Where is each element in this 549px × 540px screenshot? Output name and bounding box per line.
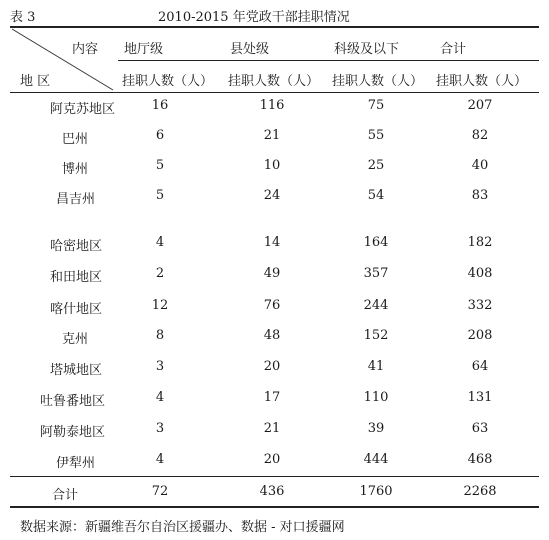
subcol-header-2: 挂职人数（人） (228, 74, 320, 89)
region-cell: 博州 (62, 162, 89, 177)
value-cell: 64 (471, 359, 489, 374)
value-cell: 164 (363, 235, 389, 250)
source-footnote: 数据来源：新疆维吾尔自治区援疆办、数据 - 对口援疆网 (20, 520, 345, 535)
total-label: 合计 (52, 488, 79, 503)
value-cell: 10 (263, 158, 281, 173)
value-cell: 48 (263, 328, 281, 343)
value-cell: 41 (367, 359, 385, 374)
table-row (10, 298, 539, 318)
region-cell: 阿克苏地区 (50, 102, 116, 117)
value-cell: 3 (155, 359, 165, 374)
region-cell: 哈密地区 (50, 239, 103, 254)
value-cell: 110 (363, 390, 389, 405)
value-cell: 116 (259, 98, 285, 113)
value-cell: 16 (151, 98, 169, 113)
table-row (10, 266, 539, 286)
value-cell: 152 (363, 328, 389, 343)
value-cell: 4 (155, 390, 165, 405)
value-cell: 408 (467, 266, 493, 281)
col-header-county: 县处级 (230, 42, 270, 57)
value-cell: 244 (363, 298, 389, 313)
value-cell: 21 (263, 128, 281, 143)
value-cell: 75 (367, 98, 385, 113)
total-value: 436 (259, 484, 285, 499)
subcol-header-3: 挂职人数（人） (332, 74, 424, 89)
value-cell: 4 (155, 452, 165, 467)
value-cell: 21 (263, 421, 281, 436)
value-cell: 39 (367, 421, 385, 436)
value-cell: 5 (155, 188, 165, 203)
col-header-section: 科级及以下 (334, 42, 400, 57)
header-bottom-rule (10, 92, 539, 93)
total-value: 72 (151, 484, 169, 499)
value-cell: 3 (155, 421, 165, 436)
table-row (10, 158, 539, 178)
region-cell: 塔城地区 (50, 363, 103, 378)
value-cell: 54 (367, 188, 385, 203)
value-cell: 207 (467, 98, 493, 113)
value-cell: 49 (263, 266, 281, 281)
total-value: 1760 (359, 484, 393, 499)
region-cell: 昌吉州 (56, 192, 96, 207)
corner-label-content: 内容 (72, 42, 99, 57)
value-cell: 2 (155, 266, 165, 281)
value-cell: 40 (471, 158, 489, 173)
table-number: 表 3 (10, 10, 36, 25)
value-cell: 25 (367, 158, 385, 173)
value-cell: 76 (263, 298, 281, 313)
value-cell: 6 (155, 128, 165, 143)
value-cell: 55 (367, 128, 385, 143)
table-row (10, 188, 539, 208)
table-title: 2010-2015 年党政干部挂职情况 (158, 10, 350, 25)
value-cell: 182 (467, 235, 493, 250)
table-caption (10, 6, 539, 24)
col-header-total: 合计 (440, 42, 467, 57)
table-row (10, 390, 539, 410)
value-cell: 82 (471, 128, 489, 143)
table-row (10, 328, 539, 348)
table-row (10, 421, 539, 441)
total-top-rule (10, 476, 539, 477)
table-row (10, 98, 539, 118)
value-cell: 14 (263, 235, 281, 250)
region-cell: 阿勒泰地区 (40, 425, 106, 440)
table-row (10, 235, 539, 255)
subheader-rule (118, 60, 539, 61)
table-row (10, 128, 539, 148)
value-cell: 4 (155, 235, 165, 250)
value-cell: 12 (151, 298, 169, 313)
value-cell: 468 (467, 452, 493, 467)
value-cell: 83 (471, 188, 489, 203)
region-cell: 喀什地区 (50, 302, 103, 317)
region-cell: 伊犁州 (56, 456, 96, 471)
region-cell: 吐鲁番地区 (40, 394, 106, 409)
value-cell: 5 (155, 158, 165, 173)
subcol-header-4: 挂职人数（人） (436, 74, 528, 89)
region-cell: 克州 (62, 332, 89, 347)
total-value: 2268 (463, 484, 497, 499)
value-cell: 24 (263, 188, 281, 203)
value-cell: 131 (467, 390, 493, 405)
subcol-header-1: 挂职人数（人） (122, 74, 214, 89)
value-cell: 8 (155, 328, 165, 343)
value-cell: 444 (363, 452, 389, 467)
value-cell: 20 (263, 359, 281, 374)
value-cell: 332 (467, 298, 493, 313)
bottom-rule (10, 506, 539, 508)
value-cell: 208 (467, 328, 493, 343)
region-cell: 巴州 (62, 132, 89, 147)
total-row (10, 484, 539, 504)
region-cell: 和田地区 (50, 270, 103, 285)
value-cell: 63 (471, 421, 489, 436)
value-cell: 20 (263, 452, 281, 467)
col-header-prefecture: 地厅级 (124, 42, 164, 57)
table-row (10, 452, 539, 472)
value-cell: 17 (263, 390, 281, 405)
value-cell: 357 (363, 266, 389, 281)
table-row (10, 359, 539, 379)
corner-label-region: 地 区 (20, 74, 51, 89)
